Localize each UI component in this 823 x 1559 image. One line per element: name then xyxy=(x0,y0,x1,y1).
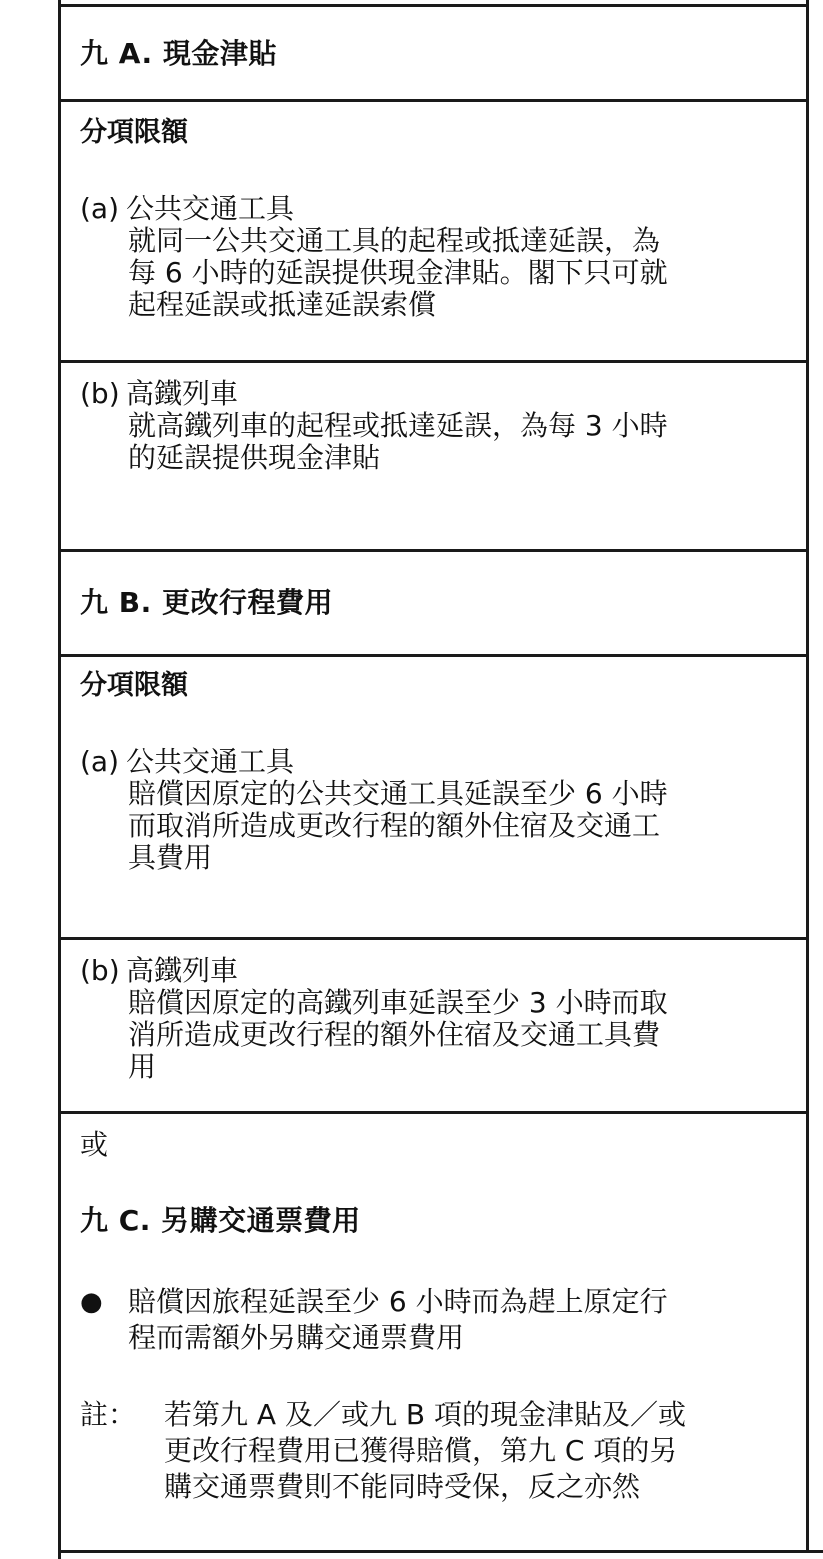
section-9c-bullet xyxy=(80,1284,780,1356)
note-text xyxy=(164,1397,780,1505)
row-divider xyxy=(58,1111,809,1114)
bullet-line: 賠償因旅程延誤至少 6 小時而為趕上原定行 xyxy=(128,1285,668,1318)
item-marker: (a) xyxy=(80,745,120,778)
section-9c-title: 九 C. 另購交通票費用 xyxy=(80,1204,361,1237)
description-line: 起程延誤或抵達延誤索償 xyxy=(128,288,437,321)
item-marker: (b) xyxy=(80,377,120,410)
description-line: 具費用 xyxy=(128,841,213,874)
bullet-text xyxy=(128,1284,773,1356)
item-marker: (a) xyxy=(80,192,120,225)
section-9a-item-a xyxy=(80,193,780,321)
row-divider xyxy=(58,1550,823,1553)
section-9b-item-b xyxy=(80,955,780,1083)
row-divider xyxy=(58,937,809,940)
item-label: 公共交通工具 xyxy=(126,745,295,778)
row-divider xyxy=(58,99,809,102)
description-line: 消所造成更改行程的額外住宿及交通工具費 xyxy=(128,1018,661,1051)
section-9a-title: 九 A. 現金津貼 xyxy=(80,37,277,70)
row-divider xyxy=(58,360,809,363)
section-9a-sublimit-heading: 分項限額 xyxy=(80,117,188,148)
section-9c-note xyxy=(80,1397,780,1505)
row-divider xyxy=(58,654,809,657)
item-label: 高鐵列車 xyxy=(126,954,239,987)
item-label: 高鐵列車 xyxy=(126,377,239,410)
section-9b-item-a xyxy=(80,746,780,874)
description-line: 就同一公共交通工具的起程或抵達延誤，為 xyxy=(128,224,661,257)
description-line: 用 xyxy=(128,1050,157,1083)
item-marker: (b) xyxy=(80,954,120,987)
item-description xyxy=(80,225,773,321)
bullet-icon: ● xyxy=(80,1287,103,1317)
description-line: 而取消所造成更改行程的額外住宿及交通工 xyxy=(128,809,661,842)
or-text: 或 xyxy=(80,1128,109,1161)
description-line: 賠償因原定的公共交通工具延誤至少 6 小時 xyxy=(128,777,668,810)
note-line: 若第九 A 及／或九 B 項的現金津貼及／或 xyxy=(164,1398,686,1431)
note-line: 購交通票費則不能同時受保，反之亦然 xyxy=(164,1470,641,1503)
item-description xyxy=(80,778,773,874)
section-9a-item-b xyxy=(80,378,780,474)
bullet-line: 程而需額外另購交通票費用 xyxy=(128,1321,465,1354)
row-divider xyxy=(58,549,809,552)
item-label: 公共交通工具 xyxy=(126,192,295,225)
item-description xyxy=(80,410,773,474)
column-divider xyxy=(806,0,809,1552)
item-description xyxy=(80,987,773,1083)
row-divider xyxy=(58,4,809,7)
note-label: 註： xyxy=(80,1398,137,1431)
section-9b-sublimit-heading: 分項限額 xyxy=(80,670,188,701)
description-line: 的延誤提供現金津貼 xyxy=(128,441,381,474)
description-line: 賠償因原定的高鐵列車延誤至少 3 小時而取 xyxy=(128,986,668,1019)
description-line: 每 6 小時的延誤提供現金津貼。閣下只可就 xyxy=(128,256,668,289)
note-line: 更改行程費用已獲得賠償，第九 C 項的另 xyxy=(164,1434,678,1467)
description-line: 就高鐵列車的起程或抵達延誤，為每 3 小時 xyxy=(128,409,668,442)
section-9b-title: 九 B. 更改行程費用 xyxy=(80,586,333,619)
